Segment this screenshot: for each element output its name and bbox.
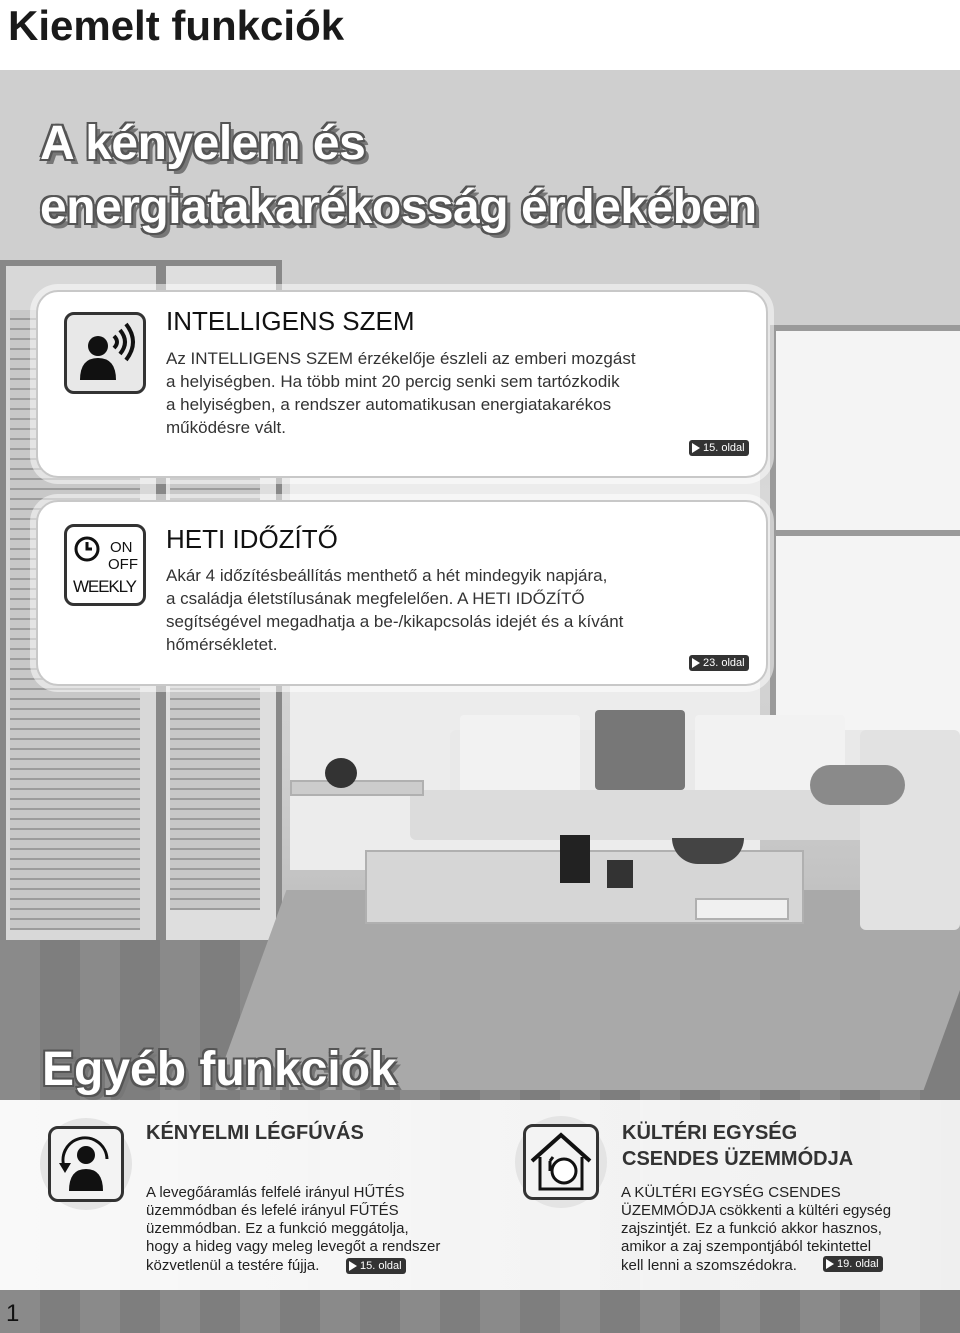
page-ref-link[interactable] (346, 1258, 406, 1274)
weekly-timer-title: HETI IDŐZÍTŐ (166, 524, 338, 554)
play-arrow-icon (826, 1259, 834, 1269)
intelligent-eye-line-4: működésre vált. (166, 418, 286, 437)
page-ref-label: 23. oldal (703, 657, 745, 669)
comfort-airflow-line-1: A levegőáramlás felfelé irányul HŰTÉS (146, 1184, 405, 1201)
page-ref-label: 19. oldal (837, 1258, 879, 1270)
page-number: 1 (6, 1300, 20, 1327)
timer-on-text: ON (110, 539, 133, 556)
page-ref-link[interactable] (689, 440, 749, 456)
page-heading: Kiemelt funkciók (8, 2, 345, 49)
comfort-airflow-line-2: üzemmódban és lefelé irányul FŰTÉS (146, 1202, 399, 1219)
weekly-timer-line-4: hőmérsékletet. (166, 635, 278, 654)
other-features-title: Egyéb funkciók (42, 1043, 397, 1096)
comfort-airflow-icon (48, 1126, 124, 1202)
intelligent-eye-card (36, 290, 768, 478)
hero-title-line-2: energiatakarékosság érdekében (40, 181, 757, 234)
page-ref-label: 15. oldal (703, 442, 745, 454)
quiet-outdoor-line-5: kell lenni a szomszédokra. (621, 1257, 797, 1274)
play-arrow-icon (692, 658, 700, 668)
quiet-outdoor-line-2: ÜZEMMÓDJA csökkenti a kültéri egység (621, 1202, 892, 1219)
quiet-outdoor-title-1: KÜLTÉRI EGYSÉG (622, 1122, 798, 1144)
intelligent-eye-line-3: a helyiségben, a rendszer automatikusan energiatakarékos (166, 395, 612, 414)
comfort-airflow-line-4: hogy a hideg vagy meleg levegőt a rendszer (146, 1238, 441, 1255)
quiet-outdoor-icon-frame (515, 1116, 607, 1208)
weekly-timer-line-1: Akár 4 időzítésbeállítás menthető a hét mindegyik napjára, (166, 566, 608, 585)
intelligent-eye-title: INTELLIGENS SZEM (166, 306, 415, 336)
timer-weekly-text: WEEKLY (73, 577, 137, 596)
weekly-timer-line-2: a családja életstílusának megfelelően. A HETI IDŐZÍTŐ (166, 589, 585, 608)
intelligent-eye-line-1: Az INTELLIGENS SZEM érzékelője észleli az emberi mozgást (166, 349, 636, 368)
page-ref-link[interactable] (689, 655, 749, 671)
hero-title (40, 112, 757, 240)
quiet-outdoor-line-4: amikor a zaj szempontjából tekintettel (621, 1238, 872, 1255)
page-ref-label: 15. oldal (360, 1260, 402, 1272)
intelligent-eye-line-2: a helyiségben. Ha több mint 20 percig senki sem tartózkodik (166, 372, 620, 391)
weekly-timer-card (36, 500, 768, 686)
quiet-outdoor-title-2: CSENDES ÜZEMMÓDJA (622, 1148, 854, 1170)
weekly-timer-line-3: segítségével megadhatja a be-/kikapcsolás idejét és a kívánt (166, 612, 624, 631)
play-arrow-icon (692, 443, 700, 453)
comfort-airflow-line-3: üzemmódban. Ez a funkció meggátolja, (146, 1220, 409, 1237)
person-sensor-icon (64, 312, 146, 394)
weekly-timer-icon (64, 524, 146, 606)
quiet-outdoor-line-1: A KÜLTÉRI EGYSÉG CSENDES (621, 1184, 841, 1201)
page-ref-link[interactable] (823, 1256, 883, 1272)
play-arrow-icon (349, 1261, 357, 1271)
hero-title-line-1: A kényelem és (40, 117, 366, 170)
comfort-airflow-icon-frame (40, 1118, 132, 1210)
quiet-outdoor-icon (523, 1124, 599, 1200)
comfort-airflow-line-5: közvetlenül a testére fújja. (146, 1257, 320, 1274)
timer-off-text: OFF (108, 556, 138, 573)
quiet-outdoor-line-3: zajszintjét. Ez a funkció akkor hasznos, (621, 1220, 882, 1237)
comfort-airflow-title: KÉNYELMI LÉGFÚVÁS (146, 1122, 364, 1144)
